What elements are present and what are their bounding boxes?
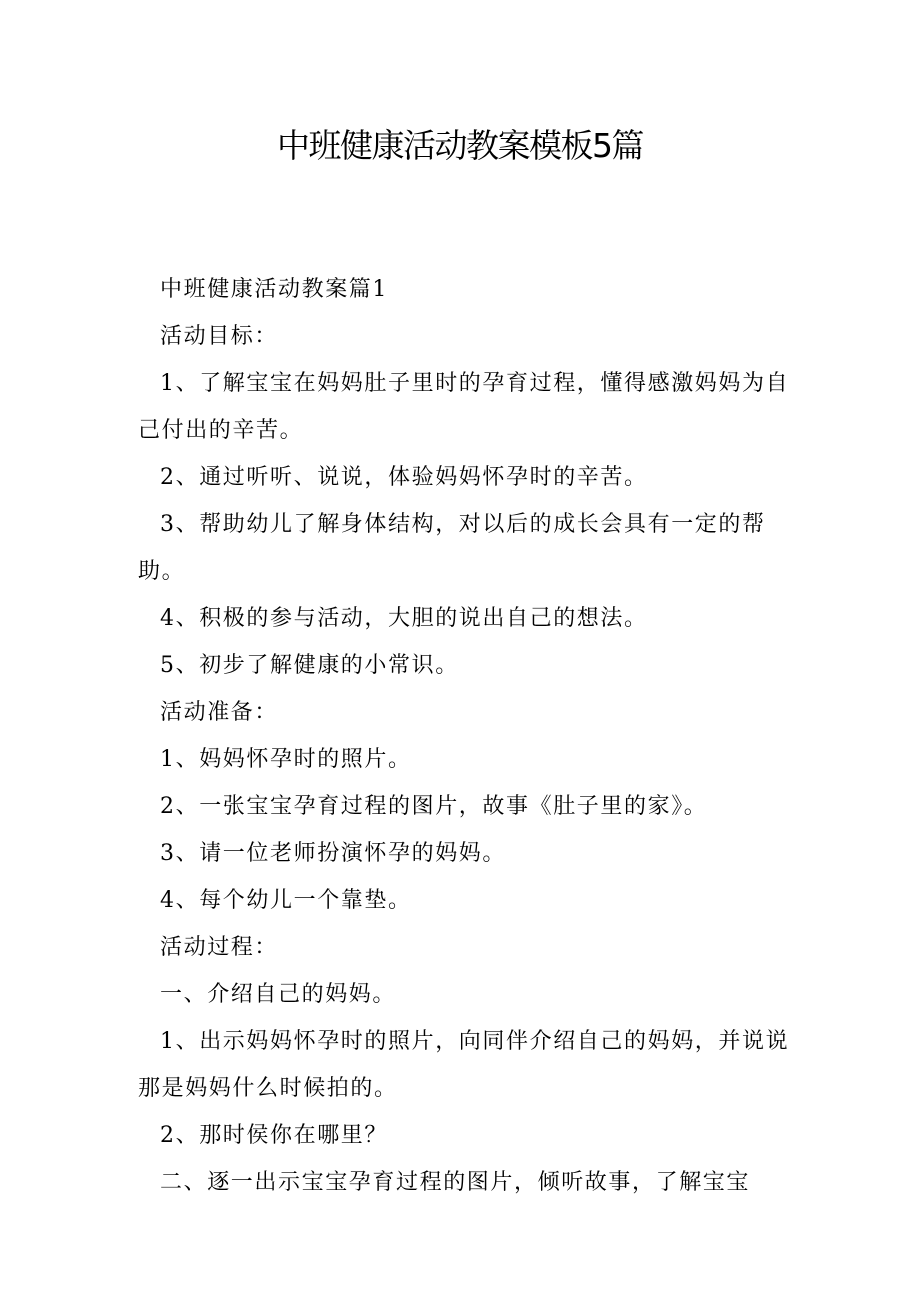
document-title: 中班健康活动教案模板5篇 bbox=[277, 126, 643, 165]
paragraph: 1、了解宝宝在妈妈肚子里时的孕育过程，懂得感激妈妈为自己付出的辛苦。 bbox=[138, 371, 790, 443]
section-heading: 中班健康活动教案篇1 bbox=[160, 277, 388, 302]
subheading-process: 活动过程： bbox=[160, 935, 279, 960]
subheading-goals: 活动目标： bbox=[160, 324, 279, 349]
paragraph: 一、介绍自己的妈妈。 bbox=[160, 982, 397, 1007]
paragraph: 3、帮助幼儿了解身体结构，对以后的成长会具有一定的帮助。 bbox=[138, 512, 766, 584]
paragraph: 2、通过听听、说说，体验妈妈怀孕时的辛苦。 bbox=[160, 465, 648, 490]
paragraph: 二、逐一出示宝宝孕育过程的图片，倾听故事，了解宝宝 bbox=[160, 1170, 751, 1195]
paragraph: 5、初步了解健康的小常识。 bbox=[160, 653, 459, 678]
subheading-preparation: 活动准备： bbox=[160, 700, 279, 725]
paragraph: 1、出示妈妈怀孕时的照片，向同伴介绍自己的妈妈，并说说那是妈妈什么时候拍的。 bbox=[138, 1029, 790, 1101]
paragraph: 2、一张宝宝孕育过程的图片，故事《肚子里的家》。 bbox=[160, 794, 708, 819]
paragraph: 4、积极的参与活动，大胆的说出自己的想法。 bbox=[160, 606, 648, 631]
paragraph: 1、妈妈怀孕时的照片。 bbox=[160, 747, 412, 772]
document-body bbox=[138, 266, 798, 1206]
paragraph: 3、请一位老师扮演怀孕的妈妈。 bbox=[160, 841, 506, 866]
paragraph: 2、那时侯你在哪里？ bbox=[160, 1123, 388, 1148]
paragraph: 4、每个幼儿一个靠垫。 bbox=[160, 888, 412, 913]
